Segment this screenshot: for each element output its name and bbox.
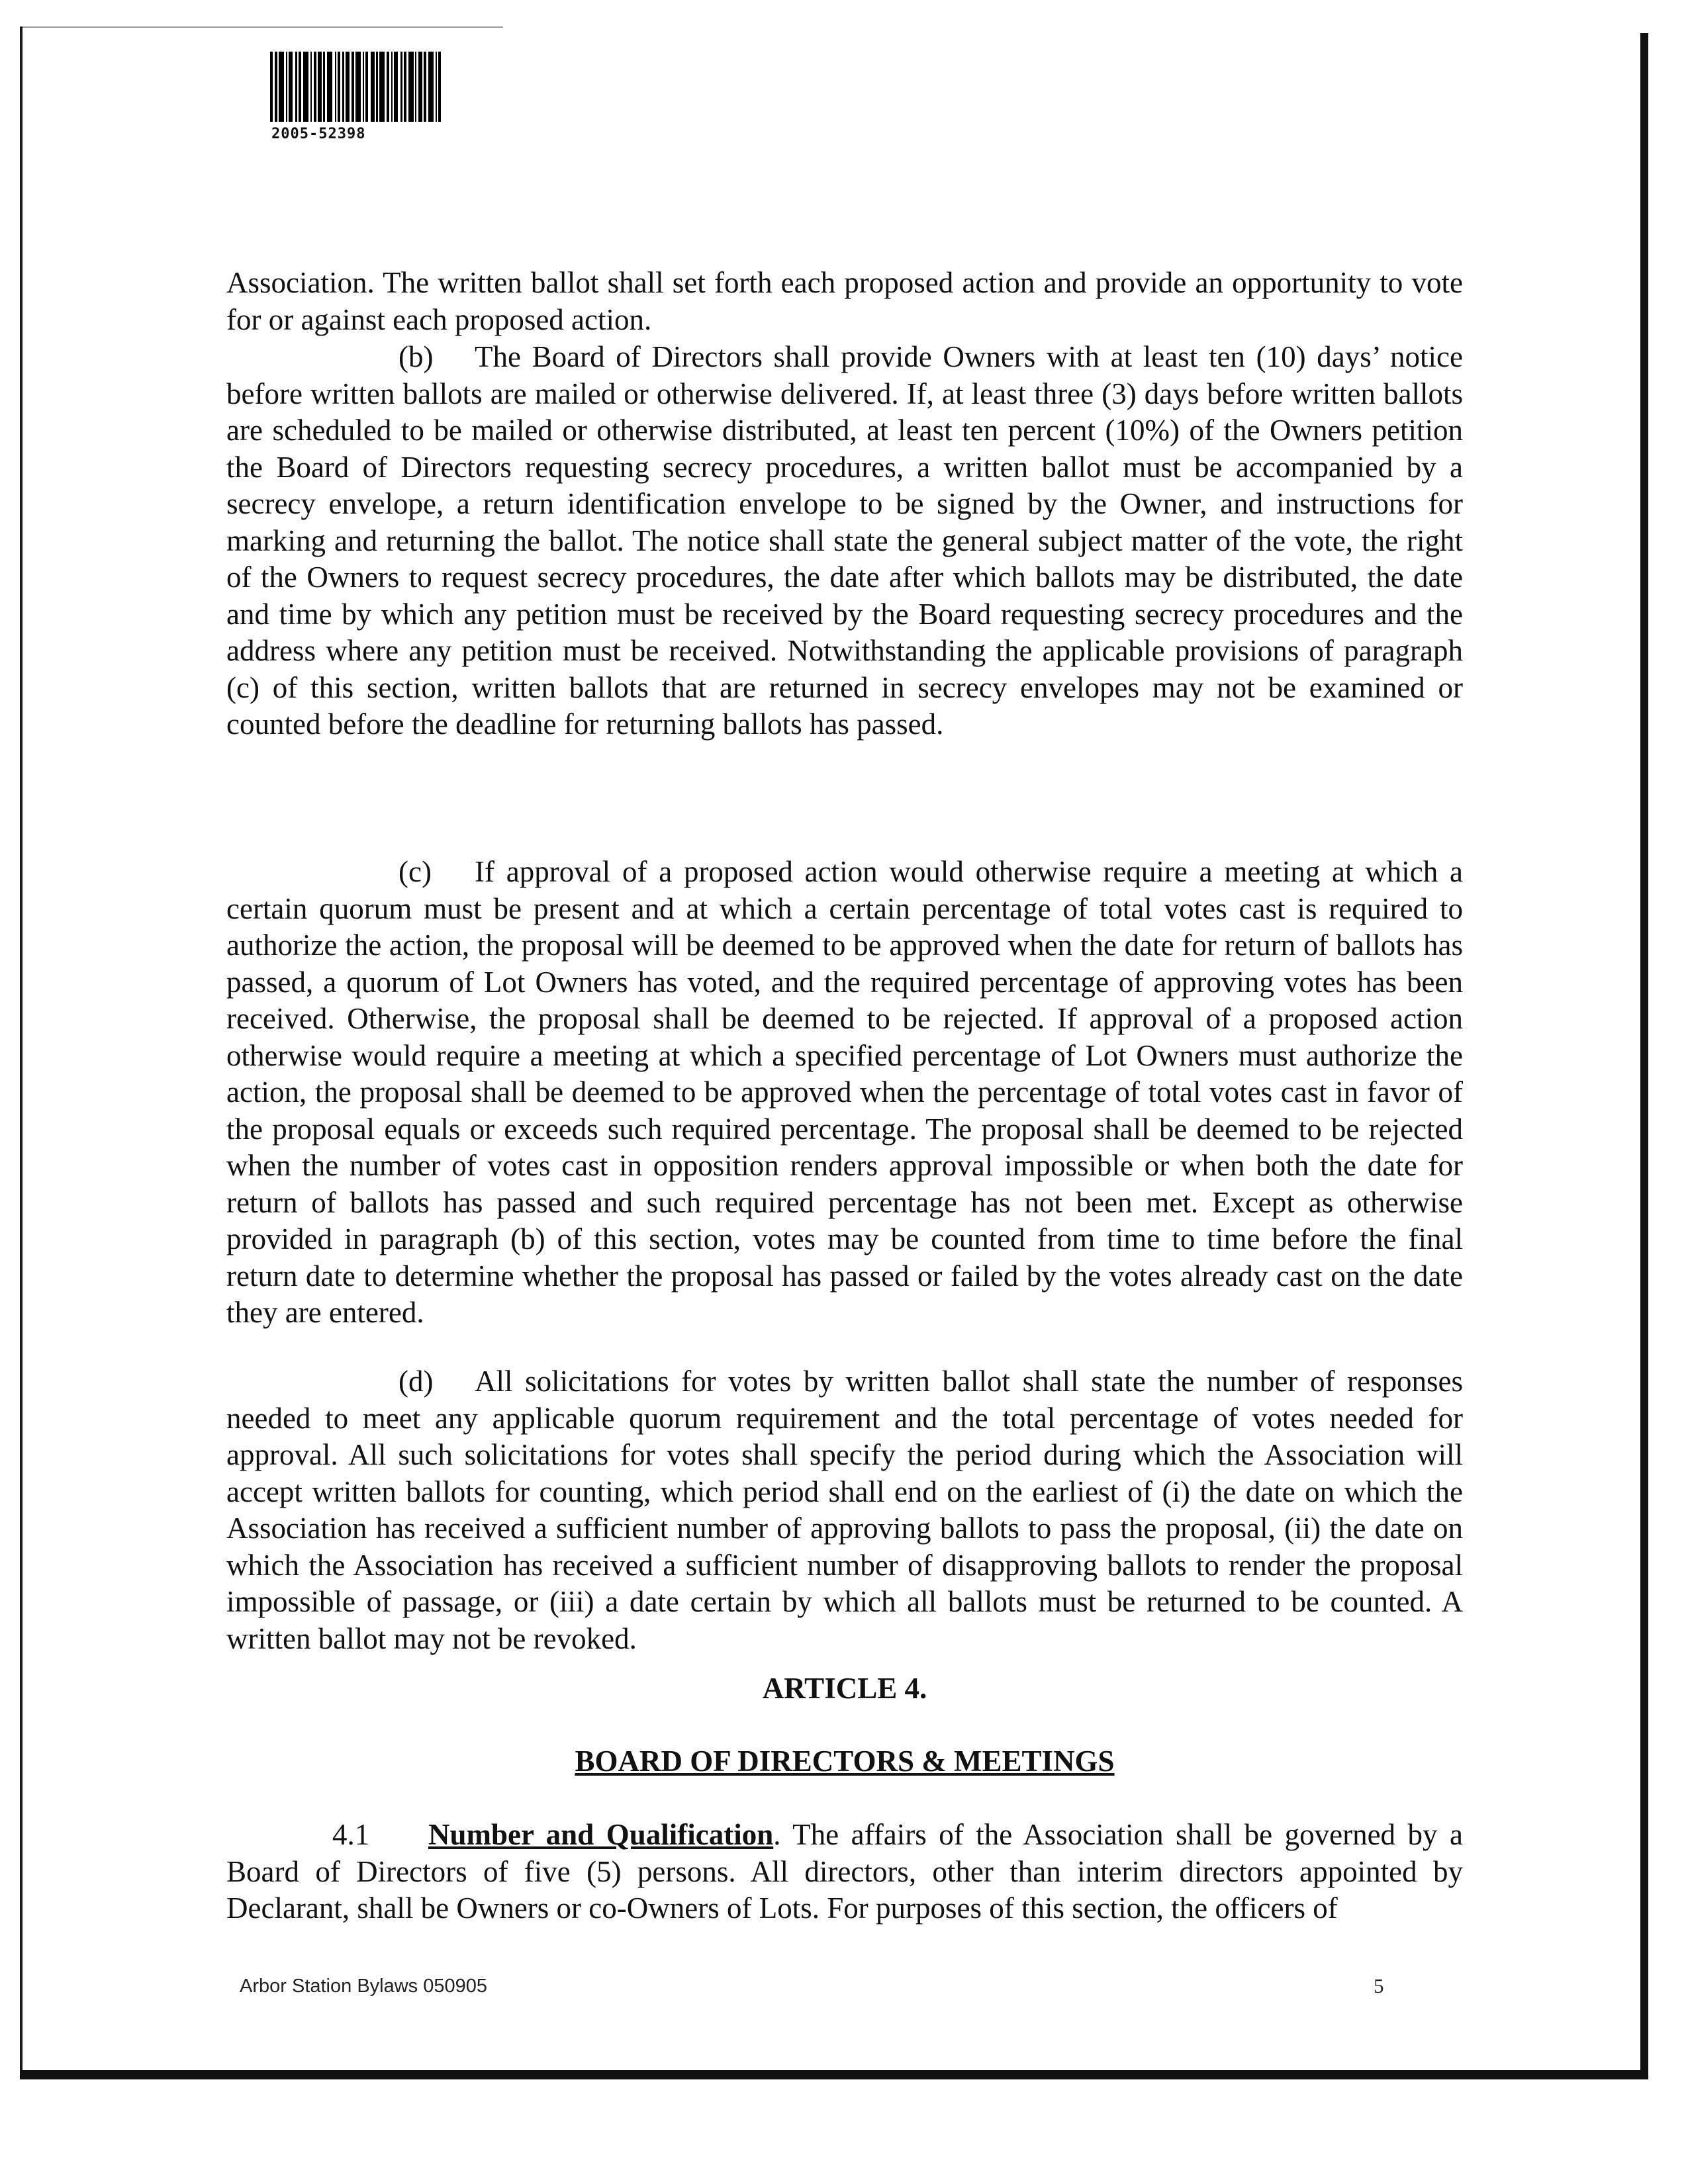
article-title: ARTICLE 4. — [762, 1672, 927, 1705]
footer-doc-name: Arbor Station Bylaws 050905 — [240, 1976, 487, 1997]
paragraph-c — [226, 854, 1463, 1332]
section-4-1-heading: Number and Qualification — [428, 1818, 774, 1851]
barcode-stripe — [303, 52, 308, 122]
barcode-stripe — [355, 52, 361, 122]
barcode-stripe — [408, 52, 414, 122]
barcode-stripe — [379, 52, 385, 122]
paragraph-d-text: All solicitations for votes by written ballot shall state the number of responses needed to meet any applicable quorum requirement and the total percentage of votes needed for approval. All such solicitations for votes shall specify the period during which the Association will accept written ballots for counting, which period shall end on the earliest of (i) the date on which the Association has received a sufficient number of approving ballots to pass the proposal, (ii) the date on which the Association has received a sufficient number of disapproving ballots to render the proposal impossible of passage, or (iii) a date certain by which all ballots must be returned to be counted. A written ballot may not be revoked. — [226, 1365, 1463, 1655]
barcode-stripe — [327, 52, 332, 122]
scan-frame-left — [20, 26, 23, 2078]
barcode-image — [270, 52, 553, 122]
scan-frame-top — [20, 26, 503, 28]
paragraph-b — [226, 339, 1463, 743]
paragraph-b-label: (b) — [399, 340, 434, 373]
section-4-1 — [226, 1817, 1463, 1927]
paragraph-d — [226, 1363, 1463, 1657]
footer-page-number: 5 — [1374, 1974, 1384, 1997]
paragraph-c-label: (c) — [399, 855, 432, 888]
barcode-stripe — [441, 52, 442, 122]
section-4-1-number: 4.1 — [332, 1818, 370, 1851]
paragraph-c-text: If approval of a proposed action would otherwise require a meeting at which a certain quorum must be present and at which a certain percentage of total votes cast is required to authorize the action, the proposal will be deemed to be approved when the date for return of ballots has passed, a quorum of Lot Owners has voted, and the required percentage of approving votes has been received. Otherwise, the proposal shall be deemed to be rejected. If approval of a proposed action otherwise would require a meeting at which a specified percentage of Lot Owners must authorize the action, the proposal shall be deemed to be approved when the percentage of total votes cast in favor of the proposal equals or exceeds such required percentage. The proposal shall be deemed to be rejected when the number of votes cast in opposition renders approval impossible or when both the date for return of ballots has passed and such required percentage has not been met. Except as otherwise provided in paragraph (b) of this section, votes may be counted from time to time before the final return date to determine whether the proposal has passed or failed by the votes already cast on the date they are entered. — [226, 855, 1463, 1329]
section-4-1-text: . The affairs of the Association shall be governed by a Board of Directors of five (5) persons. All directors, other than interim directors appointed by Declarant, shall be Owners or co-Owners of Lots. For purposes of this section, the officers of — [226, 1818, 1464, 1925]
paragraph-b-text: The Board of Directors shall provide Owners with at least ten (10) days’ notice before written ballots are mailed or otherwise delivered. If, at least three (3) days before written ballots are scheduled to be mailed or otherwise distributed, at least ten percent (10%) of the Owners petition the Board of Directors requesting secrecy procedures, a written ballot must be accompanied by a secrecy envelope, a return identification envelope to be signed by the Owner, and instructions for marking and returning the ballot. The notice shall state the general subject matter of the vote, the right of the Owners to request secrecy procedures, the date after which ballots may be distributed, the date and time by which any petition must be received by the Board requesting secrecy procedures and the address where any petition must be received. Notwithstanding the applicable provisions of paragraph (c) of this section, written ballots that are returned in secrecy envelopes may not be examined or counted before the deadline for returning ballots has passed. — [226, 340, 1463, 741]
barcode-stripe — [279, 52, 284, 122]
paragraph-d-label: (d) — [399, 1365, 434, 1398]
barcode-stripe — [428, 52, 434, 122]
scan-frame-bottom — [20, 2070, 1648, 2079]
scan-frame-right — [1640, 33, 1648, 2078]
article-subtitle: BOARD OF DIRECTORS & MEETINGS — [575, 1745, 1115, 1778]
barcode-number: 2005-52398 — [271, 126, 366, 142]
paragraph-intro: Association. The written ballot shall set forth each proposed action and provide an opportunity to vote for or against each proposed action. — [226, 266, 1463, 336]
